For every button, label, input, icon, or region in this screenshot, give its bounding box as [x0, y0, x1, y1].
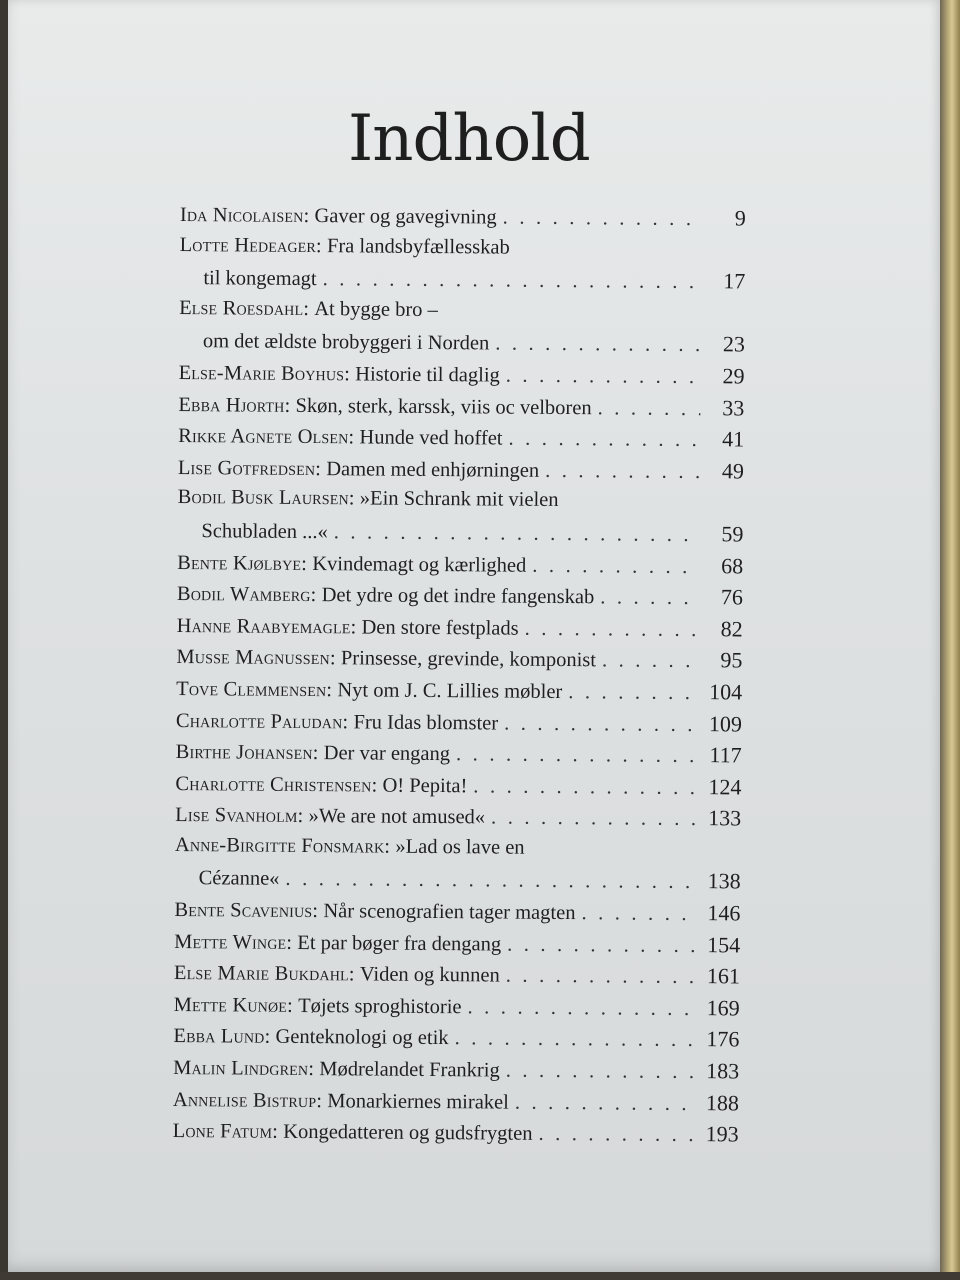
toc-title-continued: til kongemagt [203, 267, 317, 291]
toc-author: Annelise Bistrup: [172, 1088, 323, 1112]
toc-line [174, 988, 740, 1024]
toc-page-number: 17 [723, 268, 746, 294]
dot-leader [600, 582, 699, 614]
toc-author: Mette Winge: [174, 930, 293, 954]
toc-entry [178, 419, 744, 455]
toc-page-number: 33 [722, 394, 745, 421]
dot-leader [525, 613, 699, 646]
dot-leader [506, 361, 701, 394]
toc-entry [173, 1019, 739, 1055]
table-of-contents [173, 198, 746, 1150]
toc-line [179, 356, 745, 392]
toc-line [176, 735, 742, 771]
toc-title: Skøn, sterk, karssk, viis oc velboren [295, 394, 592, 419]
toc-title: Historie til daglig [355, 363, 500, 387]
dot-leader [504, 708, 698, 741]
dot-leader [506, 961, 696, 994]
dot-leader [507, 929, 696, 962]
dot-leader [491, 803, 697, 836]
toc-author: Bente Scavenius: [174, 899, 319, 923]
toc-page-number: 154 [707, 931, 741, 958]
toc-title: Damen med enhjørningen [326, 457, 540, 482]
toc-author: Bodil Busk Laursen: [177, 486, 355, 510]
toc-page-number: 49 [721, 458, 744, 484]
dot-leader [568, 677, 698, 710]
toc-entry [174, 893, 740, 929]
toc-line [174, 925, 740, 961]
dot-leader [581, 898, 696, 930]
toc-line [176, 672, 742, 708]
toc-page-number: 146 [707, 900, 741, 926]
toc-author: Charlotte Christensen: [175, 772, 378, 797]
toc-page-number: 9 [734, 205, 746, 231]
toc-entry [175, 767, 741, 803]
toc-author: Ida Nicolaisen: [179, 203, 310, 228]
toc-page-number: 109 [708, 710, 742, 736]
toc-entry [174, 956, 740, 992]
toc-entry [178, 451, 744, 487]
dot-leader [506, 1056, 696, 1089]
dot-leader [515, 1087, 695, 1120]
toc-page-number: 161 [706, 963, 741, 989]
dot-leader [545, 456, 700, 489]
toc-page-number: 59 [721, 521, 744, 547]
toc-line [178, 388, 744, 424]
toc-author: Anne-Birgitte Fonsmark: [174, 833, 391, 858]
dot-leader [473, 771, 697, 804]
toc-title: »Lad os lave en [395, 835, 525, 859]
toc-line [177, 609, 743, 645]
toc-title-continued: Cézanne« [198, 867, 280, 891]
toc-line [177, 546, 743, 582]
toc-title: Kvindemagt og kærlighed [312, 552, 527, 577]
toc-author: Bente Kjølbye: [177, 551, 308, 575]
toc-page-number: 124 [708, 773, 742, 800]
toc-line [173, 1019, 739, 1055]
toc-entry [179, 293, 745, 361]
dot-leader [495, 329, 701, 362]
toc-page-number: 29 [722, 363, 745, 389]
toc-page-number: 68 [721, 552, 744, 578]
toc-line [176, 703, 742, 739]
toc-entry [176, 672, 742, 708]
toc-author: Musse Magnussen: [176, 646, 336, 670]
toc-line [173, 1083, 739, 1119]
dot-leader [285, 864, 696, 899]
dot-leader [454, 1024, 695, 1057]
toc-line [173, 1051, 739, 1087]
toc-author: Lone Fatum: [172, 1120, 279, 1144]
toc-entry [177, 577, 743, 613]
toc-line [175, 798, 741, 834]
toc-title: Prinsesse, grevinde, komponist [340, 647, 597, 672]
page-title: Indhold [348, 102, 590, 176]
toc-title: »Ein Schrank mit vielen [359, 487, 559, 512]
dot-leader [538, 1119, 694, 1152]
toc-entry [173, 1083, 739, 1119]
toc-author: Lotte Hedeager: [179, 233, 322, 257]
toc-author: Birthe Johansen: [175, 741, 319, 765]
dot-leader [602, 646, 699, 678]
toc-title: Det ydre og det indre fangenskab [321, 584, 595, 609]
toc-line [178, 419, 744, 455]
toc-author: Lise Gotfredsen: [177, 456, 322, 480]
toc-line-continued [179, 324, 745, 360]
toc-title: Den store festplads [361, 616, 519, 640]
toc-author: Else-Marie Boyhus: [178, 361, 351, 386]
toc-title: At bygge bro – [314, 297, 438, 321]
toc-title: Gaver og gavegivning [314, 205, 497, 229]
toc-title: Viden og kunnen [359, 963, 500, 987]
dot-leader [532, 550, 699, 583]
toc-entry [173, 1051, 739, 1087]
toc-entry [180, 198, 746, 234]
toc-page-number: 117 [709, 742, 742, 768]
toc-line [176, 640, 742, 676]
toc-entry [175, 798, 741, 834]
toc-entry [174, 988, 740, 1024]
toc-title: Mødrelandet Frankrig [319, 1058, 500, 1082]
toc-page-number: 82 [720, 615, 743, 642]
toc-page-number: 76 [720, 584, 743, 610]
dot-leader [467, 992, 695, 1025]
toc-entry [175, 830, 741, 898]
toc-line [173, 1114, 739, 1150]
toc-page-number: 193 [705, 1121, 739, 1147]
toc-entry [173, 1114, 739, 1150]
toc-line [180, 198, 746, 234]
toc-page-number: 104 [709, 679, 743, 705]
toc-line [174, 956, 740, 992]
toc-author: Lise Svanholm: [175, 804, 304, 828]
toc-entry [178, 388, 744, 424]
toc-title: Nyt om J. C. Lillies møbler [337, 679, 563, 703]
toc-entry [176, 703, 742, 739]
toc-page-number: 41 [722, 426, 745, 452]
toc-line [177, 577, 743, 613]
toc-title: »We are not amused« [308, 805, 486, 829]
toc-title: Fra landsbyfællesskab [326, 234, 510, 259]
toc-author: Else Roesdahl: [179, 296, 310, 320]
dot-leader [508, 424, 700, 457]
toc-entry [179, 230, 745, 298]
toc-author: Rikke Agnete Olsen: [178, 425, 355, 449]
toc-entry [177, 482, 743, 550]
toc-title: Kongedatteren og gudsfrygten [283, 1121, 533, 1146]
toc-line [178, 451, 744, 487]
dot-leader [334, 517, 700, 551]
toc-title: Fru Idas blomster [353, 710, 499, 735]
toc-page-number: 176 [706, 1026, 740, 1052]
toc-title: O! Pepita! [382, 774, 468, 797]
toc-title-continued: om det ældste brobyggeri i Norden [202, 330, 490, 355]
toc-page-number: 23 [722, 331, 745, 357]
toc-title: Monarkiernes mirakel [327, 1089, 509, 1114]
toc-author: Charlotte Paludan: [175, 709, 349, 733]
toc-author: Tove Clemmensen: [176, 677, 333, 702]
toc-entry [179, 356, 745, 392]
page-edge [940, 0, 960, 1280]
toc-title: Der var engang [323, 742, 451, 766]
toc-author: Ebba Lund: [173, 1025, 271, 1049]
toc-title: Et par bøger fra dengang [297, 931, 502, 956]
book-bottom-edge [0, 1272, 960, 1280]
book-page [8, 0, 943, 1272]
toc-page-number: 183 [706, 1058, 740, 1084]
toc-title: Genteknologi og etik [275, 1026, 449, 1050]
toc-line-continued [175, 861, 741, 897]
toc-entry [176, 735, 742, 771]
toc-author: Else Marie Bukdahl: [173, 962, 355, 986]
toc-title: Tøjets sproghistorie [298, 994, 462, 1019]
toc-title: Hunde ved hoffet [359, 426, 503, 450]
toc-author: Hanne Raabyemagle: [176, 614, 357, 639]
toc-page-number: 95 [720, 647, 743, 673]
toc-line [175, 767, 741, 803]
toc-entry [174, 925, 740, 961]
toc-entry [176, 640, 742, 676]
toc-title-continued: Schubladen ...« [201, 520, 328, 544]
toc-line-continued [177, 514, 743, 550]
toc-entry [177, 609, 743, 645]
dot-leader [503, 203, 702, 236]
toc-title: Når scenografien tager magten [323, 900, 576, 925]
dot-leader [598, 393, 701, 425]
toc-page-number: 138 [707, 868, 741, 894]
toc-author: Mette Kunøe: [173, 993, 294, 1017]
toc-author: Malin Lindgren: [173, 1057, 315, 1081]
toc-page-number: 188 [705, 1089, 740, 1116]
toc-author: Ebba Hjorth: [178, 393, 291, 417]
dot-leader [456, 739, 698, 772]
toc-line-continued [179, 261, 745, 297]
toc-page-number: 133 [708, 805, 742, 831]
toc-page-number: 169 [706, 995, 740, 1021]
toc-entry [177, 546, 743, 582]
toc-author: Bodil Wamberg: [176, 583, 317, 607]
toc-line [174, 893, 740, 929]
